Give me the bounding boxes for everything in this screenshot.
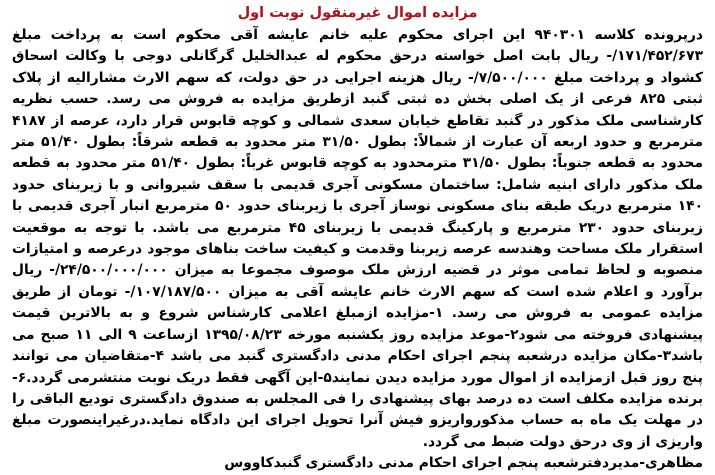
notice-title: مزایده اموال غیرمنقول نوبت اول [237, 5, 478, 21]
notice-body: درپرونده کلاسه ۹۴۰۳۰۱ این اجرای محکوم علیه خانم عایشه آقی محکوم است به پرداخت مبلغ ۱۷۱/۴۵۲/۶۷۳/- ریال بابت اصل خواسته درحق محکوم له عبدالخلیل گرگانلی دوجی با وکالت اسحاق کشواد و پرداخت مبلغ ۷/۵۰۰/۰۰۰/- ریال هزینه اجرایی در حق دولت، که سهم الارث مشارالیه از پلاک ثبتی ۸۲۵ فرعی از یک اصلی بخش ده ثبتی گنبد ازطریق مزایده به فروش می رسد. حسب نظریه کارشناسی ملک مذکور در گنبد تقاطع خیابان سعدی شمالی و کوچه قابوس قرار دارد، عرصه از ۴۱۸۷ مترمربع و حدود اربعه آن عبارت از شمالاً: بطول ۳۱/۵۰ متر محدود به قطعه شرقاً: بطول ۵۱/۴۰ متر محدود به قطعه جنوباً: بطول ۳۱/۵۰ مترمحدود به کوچه قابوس غرباً: بطول ۵۱/۴۰ متر محدود به قطعه ملک مذکور دارای ابنیه شامل: ساختمان مسکونی آجری قدیمی با سقف شیروانی و با زیربنای حدود ۱۴۰ مترمربع دریک طبقه بنای مسکونی نوساز آجری با زیربنای حدود ۵۰ مترمربع انبار آجری قدیمی با زیربنای حدود ۲۳۰ مترمربع و پارکینگ قدیمی با زیربنای ۴۵ مترمربع می باشد. با توجه به موقعیت استقرار ملک مساحت وهندسه عرصه زیربنا وقدمت و کیفیت ساخت بناهای موجود درعرصه و امتیازات منصوبه و لحاظ تمامی موثر در قضیه ارزش ملک موصوف مجموعا به میزان ۲۴/۵۰۰/۰۰۰/۰۰۰/- ریال برآورد و اعلام شده است که سهم الارث خانم عایشه آقی به میزان ۱۰۷/۱۸۷/۵۰۰/- تومان از طریق مزایده عمومی به فروش می رسد. ۱-مزایده ازمبلغ اعلامی کارشناس شروع و به بالاترین قیمت پیشنهادی فروخته می شود۲-موعد مزایده روز یکشنبه مورخه ۱۳۹۵/۰۸/۲۳ ازساعت ۹ الی ۱۱ صبح می باشد۳-مکان مزایده درشعبه پنجم اجرای احکام مدنی دادگستری گنبد می باشد ۴-متقاضیان می توانند پنج روز قبل ازمزایده از اموال مورد مزایده دیدن نمایند۵-این آگهی فقط دریک نوبت منتشرمی گردد.۶- برنده مزایده مکلف است ده درصد بهای پیشنهادی را فی المجلس به صندوق دادگستری تودیع الباقی را در مهلت یک ماه به حساب مذکورواریزو فیش آنرا تحویل اجرای این دادگاه نماید.درغیراینصورت مبلغ واریزی از وی درحق دولت ضبط می گردد. [12, 27, 704, 450]
notice-signature: مظاهری-مدیردفترشعبه پنجم اجرای احکام مدنی دادگستری گنبدکاووس [224, 455, 703, 472]
